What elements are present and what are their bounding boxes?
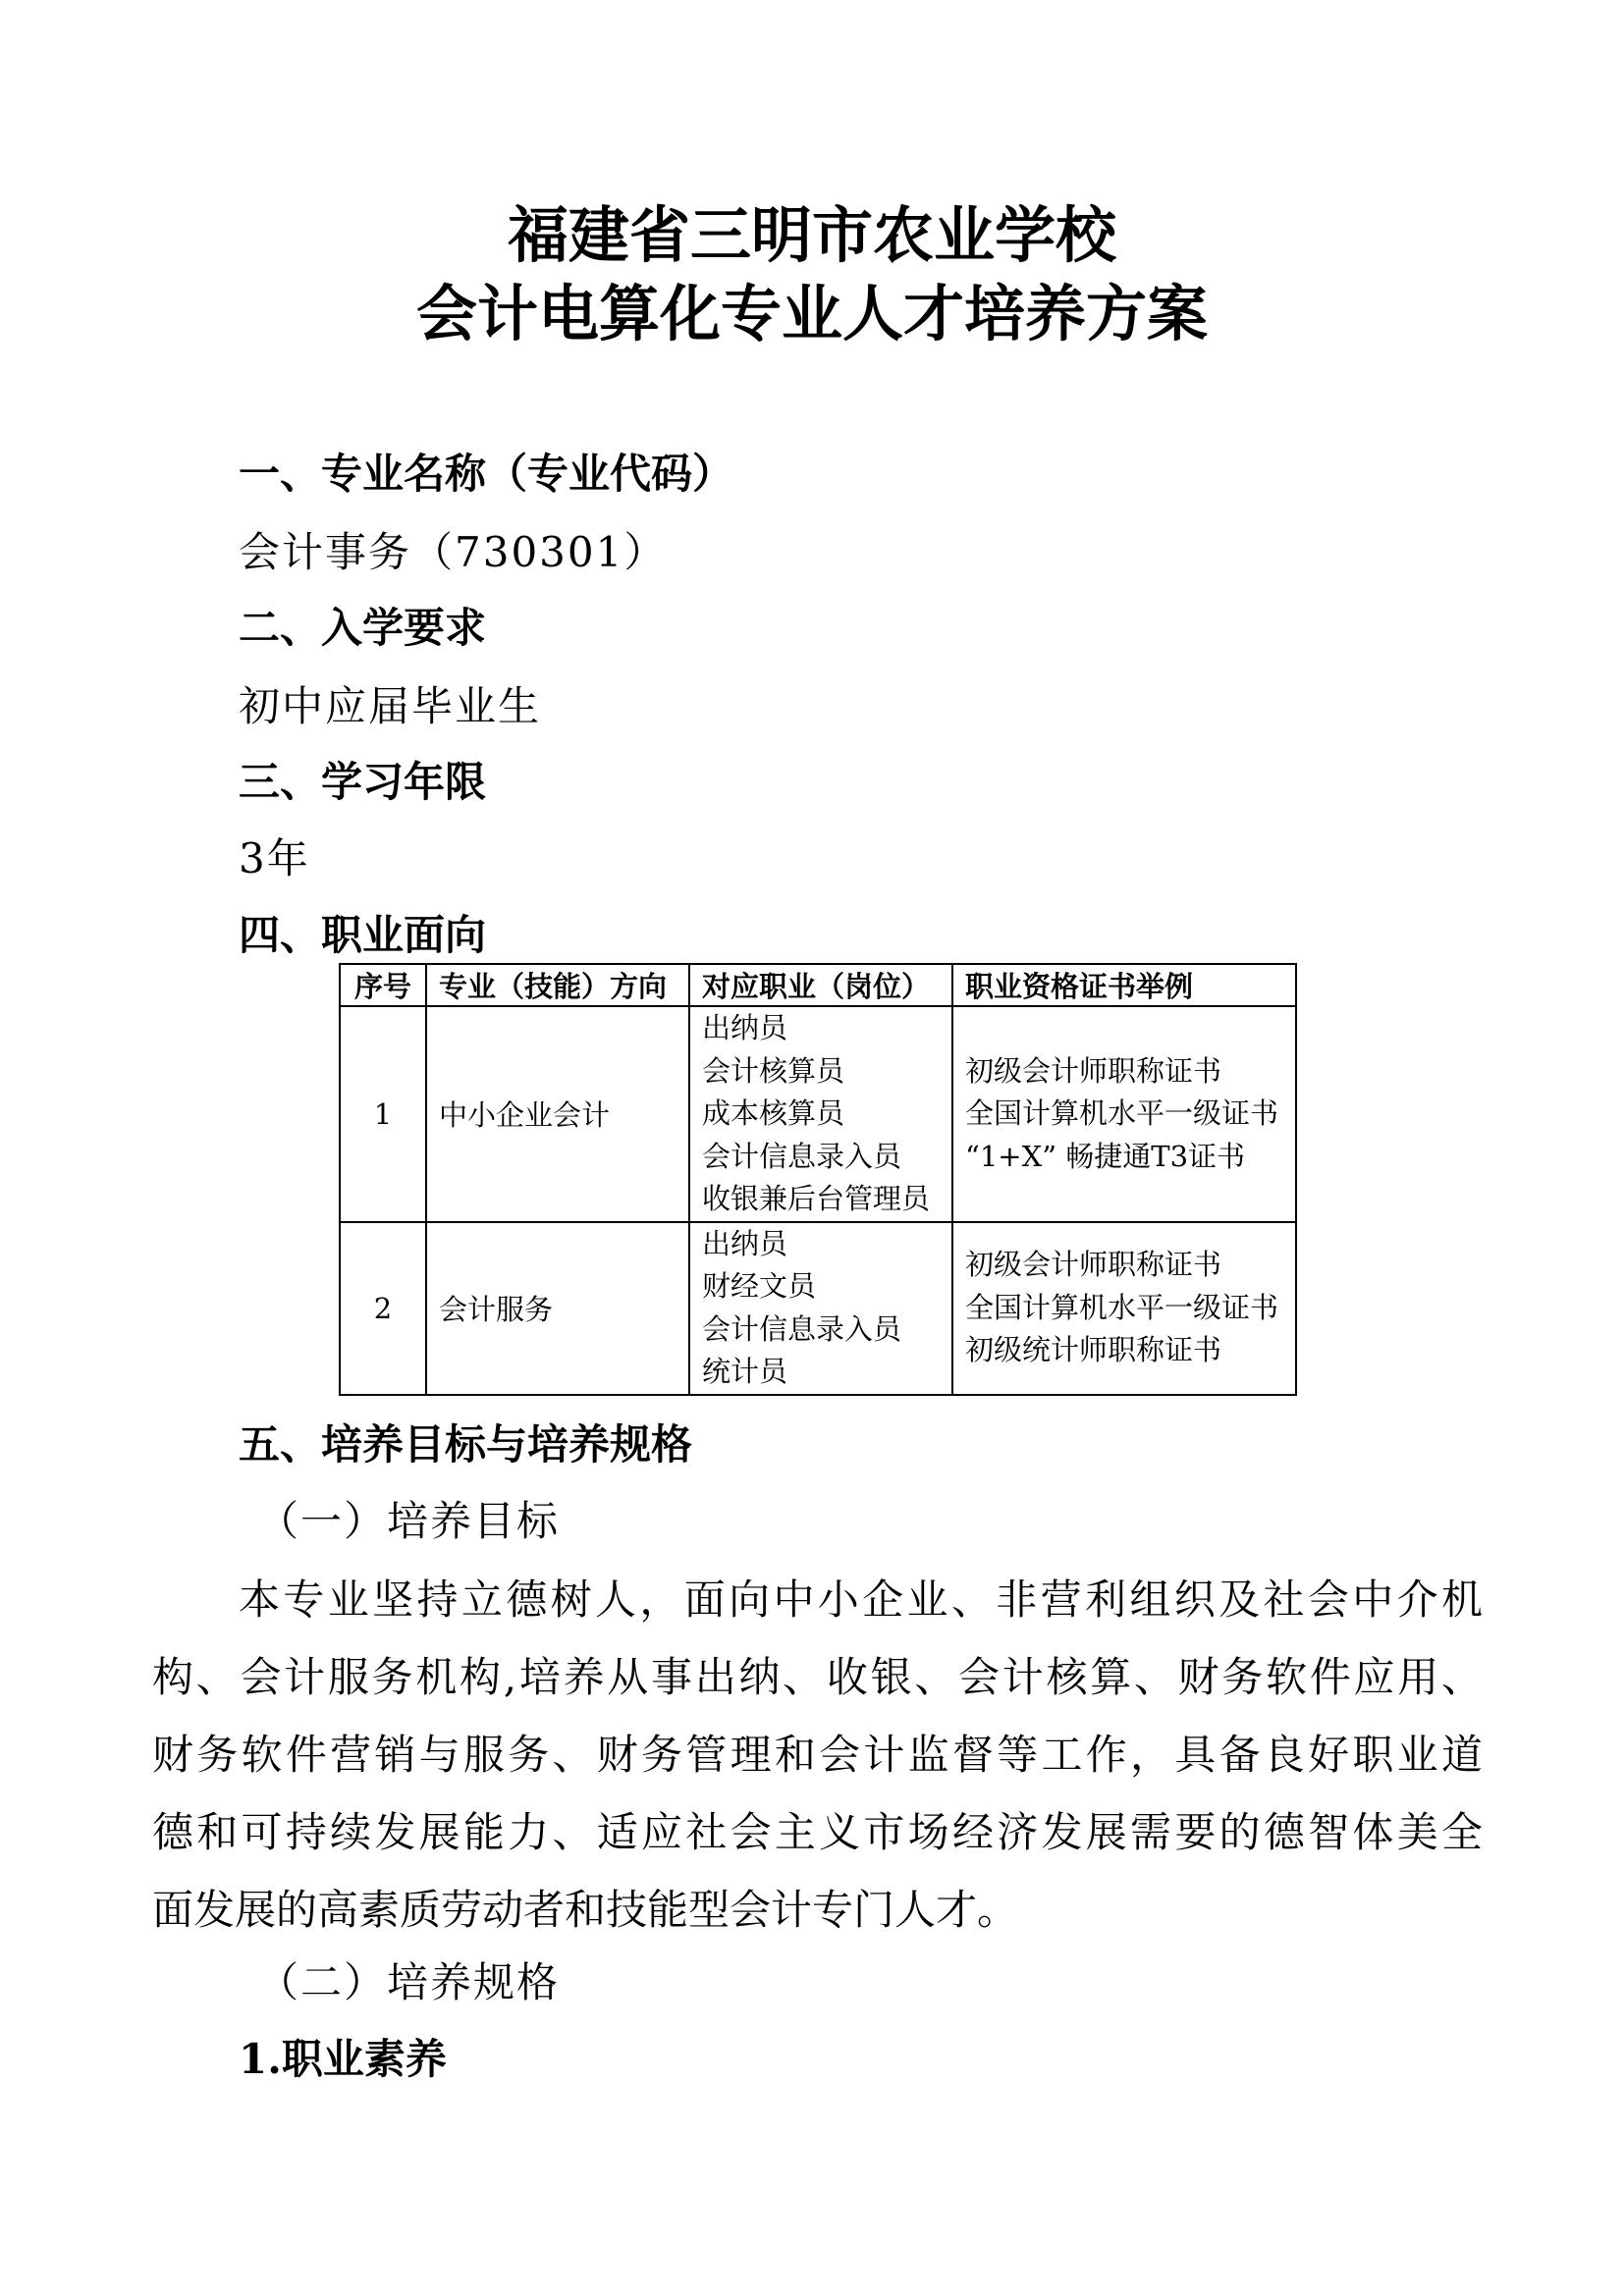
job-item: 会计信息录入员 [702,1139,902,1173]
section-heading-1: 一、专业名称（专业代码） [239,450,734,498]
section-heading-2: 二、入学要求 [239,604,487,652]
cert-item: 初级会计师职称证书 [965,1248,1222,1282]
row-number: 1 [340,1006,426,1222]
table-header: 对应职业（岗位） [689,964,952,1006]
table-header: 专业（技能）方向 [426,964,689,1006]
row-jobs [689,1222,952,1395]
job-item: 会计信息录入员 [702,1311,902,1346]
paragraph-line: 本专业坚持立德树人，面向中小企业、非营利组织及社会中介机 [239,1575,1483,1624]
paragraph-line: 构、会计服务机构,培养从事出纳、收银、会计核算、财务软件应用、 [152,1653,1483,1701]
job-item: 出纳员 [702,1226,788,1260]
job-item: 会计核算员 [702,1053,845,1088]
subsection-heading-specs: （二）培养规格 [257,1958,561,2006]
row-certs [952,1222,1296,1395]
job-item: 出纳员 [702,1011,788,1044]
section-heading-3: 三、学习年限 [239,758,487,806]
section-text-1: 会计事务（730301） [239,528,668,576]
table-row [340,1222,1296,1395]
job-item: 收银兼后台管理员 [702,1182,931,1215]
table-header-row [340,964,1296,1006]
row-number: 2 [340,1222,426,1395]
row-direction: 中小企业会计 [426,1006,689,1222]
cert-item: 初级统计师职称证书 [965,1333,1222,1367]
item-heading-professional-quality: 1.职业素养 [239,2035,447,2083]
cert-item: 初级会计师职称证书 [965,1053,1222,1088]
section-heading-4: 四、职业面向 [239,911,487,959]
row-jobs [689,1006,952,1222]
row-certs [952,1006,1296,1222]
cert-item: 全国计算机水平一级证书 [965,1096,1279,1130]
paragraph-line: 财务软件营销与服务、财务管理和会计监督等工作，具备良好职业道 [152,1731,1483,1779]
goals-paragraph [152,1575,1483,1962]
cert-item: 全国计算机水平一级证书 [965,1290,1279,1324]
document-title-line1: 福建省三明市农业学校 [507,199,1116,271]
table-row [340,1006,1296,1222]
section-text-2: 初中应届毕业生 [239,682,542,730]
cert-item: “1+X” 畅捷通T3证书 [965,1139,1246,1173]
section-text-3: 3年 [239,834,310,882]
section-heading-5: 五、培养目标与培养规格 [239,1420,693,1468]
job-item: 成本核算员 [702,1096,845,1130]
job-item: 统计员 [702,1355,788,1388]
table-header: 职业资格证书举例 [952,964,1296,1006]
document-title-line2: 会计电算化专业人才培养方案 [415,278,1208,349]
row-direction: 会计服务 [426,1222,689,1395]
table-header: 序号 [340,964,426,1006]
job-item: 财经文员 [702,1269,817,1303]
paragraph-line: 面发展的高素质劳动者和技能型会计专门人才。 [152,1886,1019,1934]
career-table [339,963,1297,1396]
subsection-heading-goals: （一）培养目标 [257,1497,561,1545]
paragraph-line: 德和可持续发展能力、适应社会主义市场经济发展需要的德智体美全 [152,1808,1483,1856]
